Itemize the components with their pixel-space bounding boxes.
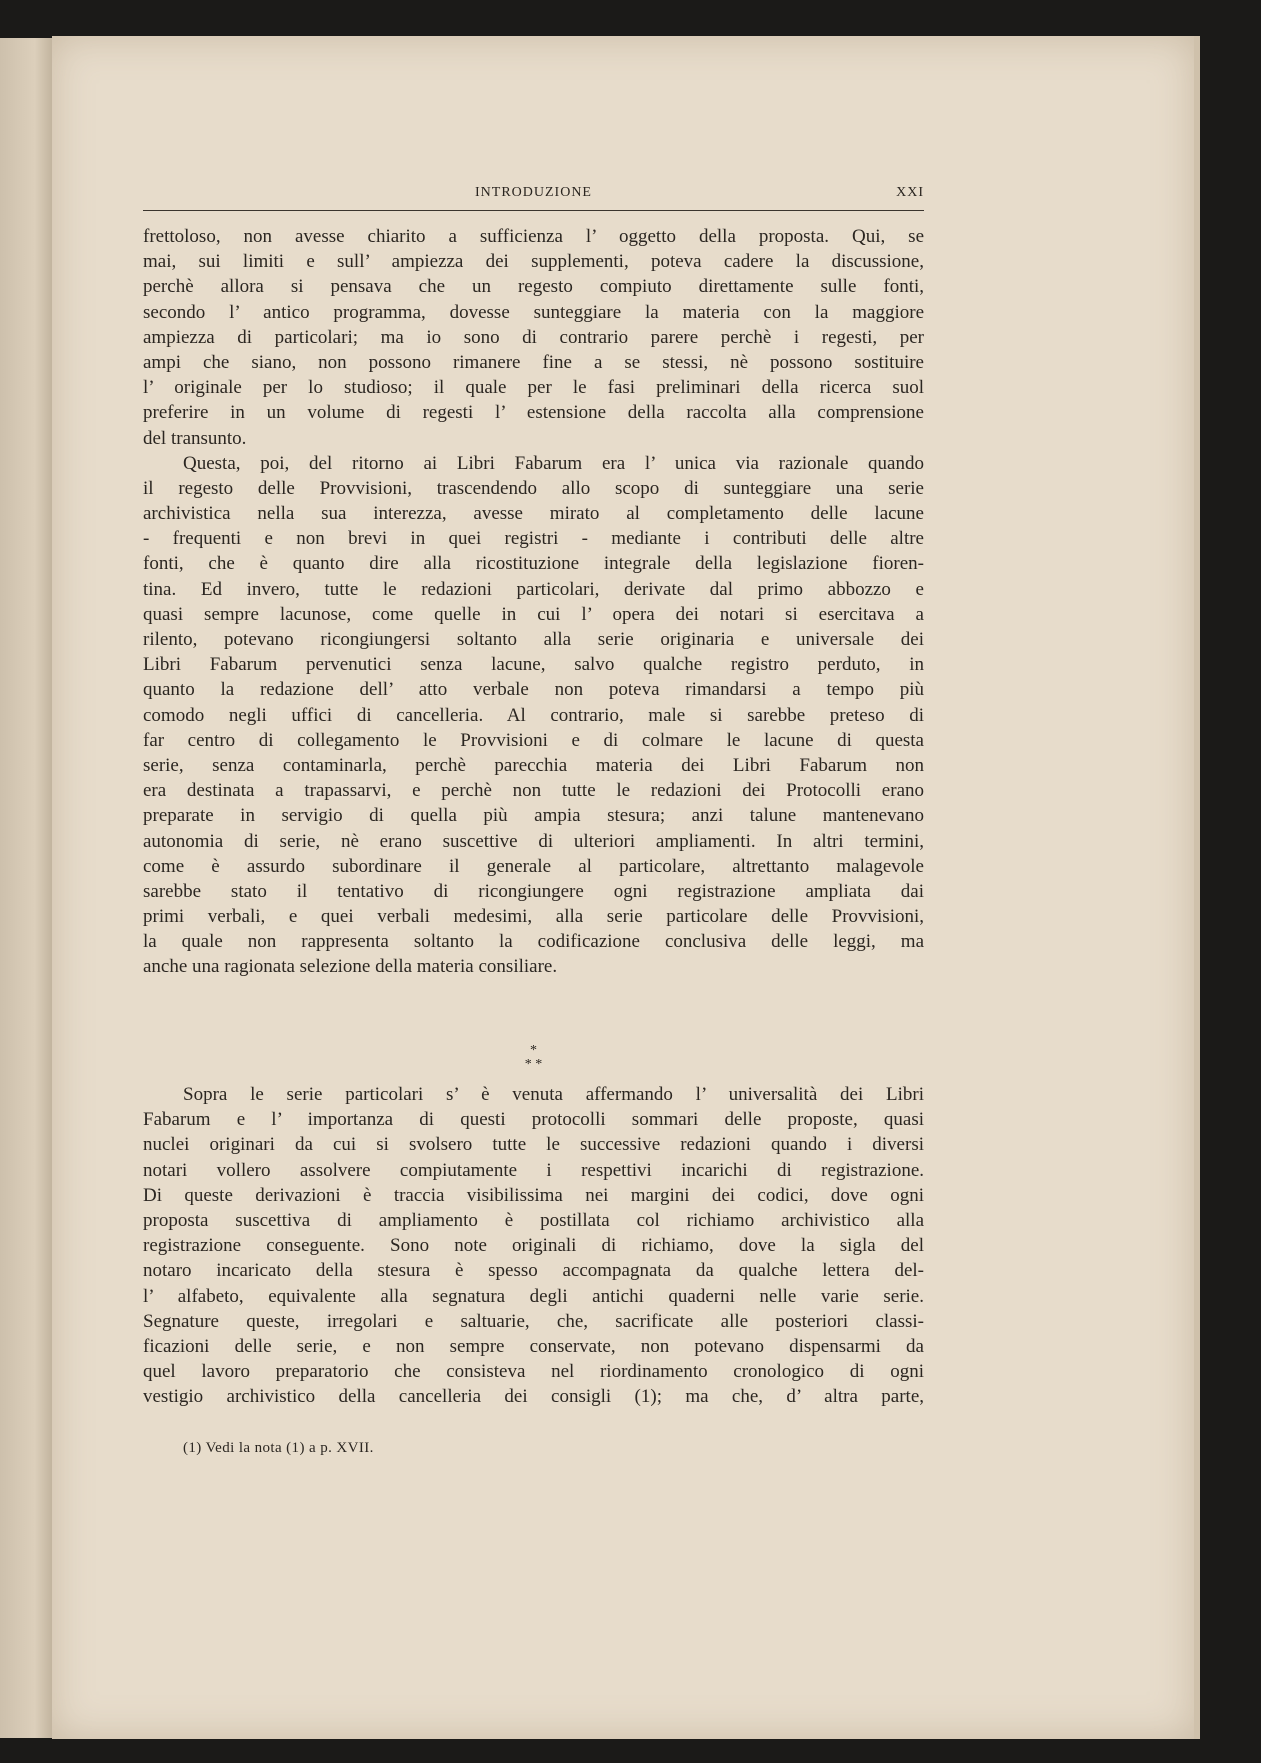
page-number: XXI <box>896 185 924 200</box>
text-line: registrazione conseguente. Sono note originali di richiamo, dove la sigla del <box>143 1235 924 1257</box>
text-line: del transunto. <box>143 427 247 449</box>
text-line: ampi che siano, non possono rimanere fine a se stessi, nè possono sostituire <box>143 351 924 373</box>
text-line: Fabarum e l’ importanza di questi protocolli sommari delle proposte, quasi <box>143 1109 924 1131</box>
text-line: autonomia di serie, nè erano suscettive di ulteriori ampliamenti. In altri termini, <box>143 830 924 852</box>
text-line: quel lavoro preparatorio che consisteva nel riordinamento cronologico di ogni <box>143 1361 924 1383</box>
text-line: fonti, che è quanto dire alla ricostituzione integrale della legislazione fioren- <box>143 553 924 575</box>
section-divider-star: * <box>530 1043 537 1058</box>
text-line: Sopra le serie particolari s’ è venuta affermando l’ universalità dei Libri <box>183 1084 924 1105</box>
left-page-edge <box>0 38 59 1738</box>
text-line: quasi sempre lacunose, come quelle in cui l’ opera dei notari si esercitava a <box>143 603 924 625</box>
text-line: far centro di collegamento le Provvisioni e di colmare le lacune di questa <box>143 729 924 751</box>
text-line: perchè allora si pensava che un regesto compiuto direttamente sulle fonti, <box>143 276 924 298</box>
text-line: serie, senza contaminarla, perchè parecchia materia dei Libri Fabarum non <box>143 754 924 776</box>
text-line: Segnature queste, irregolari e saltuarie, che, sacrificate alle posteriori classi- <box>143 1310 924 1332</box>
text-line: comodo negli uffici di cancelleria. Al contrario, male si sarebbe preteso di <box>143 704 924 726</box>
text-line: ampiezza di particolari; ma io sono di contrario parere perchè i regesti, per <box>143 326 924 348</box>
text-line: era destinata a trapassarvi, e perchè non tutte le redazioni dei Protocolli erano <box>143 780 924 802</box>
text-line: preparate in servigio di quella più ampia stesura; anzi talune mantenevano <box>143 805 924 827</box>
text-line: preferire in un volume di regesti l’ estensione della raccolta alla comprensione <box>143 402 924 424</box>
text-line: Di queste derivazioni è traccia visibilissima nei margini dei codici, dove ogni <box>143 1184 924 1206</box>
text-line: Questa, poi, del ritorno ai Libri Fabarum era l’ unica via razionale quando <box>183 452 924 474</box>
running-head-title: INTRODUZIONE <box>475 185 592 200</box>
text-line: la quale non rappresenta soltanto la codificazione conclusiva delle leggi, ma <box>143 931 924 953</box>
text-line: archivistica nella sua interezza, avesse mirato al completamento delle lacune <box>143 503 924 525</box>
text-line: l’ originale per lo studioso; il quale per le fasi preliminari della ricerca suol <box>143 377 924 399</box>
text-line: frettoloso, non avesse chiarito a sufficienza l’ oggetto della proposta. Qui, se <box>143 226 924 247</box>
text-line: l’ alfabeto, equivalente alla segnatura degli antichi quaderni nelle varie serie. <box>143 1285 924 1307</box>
text-line: sarebbe stato il tentativo di ricongiungere ogni registrazione ampliata dai <box>143 880 924 902</box>
running-head <box>143 176 924 211</box>
text-line: primi verbali, e quei verbali medesimi, alla serie particolare delle Provvisioni, <box>143 906 924 928</box>
section-divider-stars: * * <box>524 1057 543 1072</box>
text-line: secondo l’ antico programma, dovesse sunteggiare la materia con la maggiore <box>143 301 924 323</box>
text-line: come è assurdo subordinare il generale al particolare, altrettanto malagevole <box>143 855 924 877</box>
text-line: proposta suscettiva di ampliamento è postillata col richiamo archivistico alla <box>143 1209 924 1231</box>
text-line: mai, sui limiti e sull’ ampiezza dei supplementi, poteva cadere la discussione, <box>143 251 924 273</box>
text-line: notaro incaricato della stesura è spesso accompagnata da qualche lettera del- <box>143 1260 924 1282</box>
text-line: rilento, potevano ricongiungersi soltanto alla serie originaria e universale dei <box>143 629 924 650</box>
text-line: nuclei originari da cui si svolsero tutte le successive redazioni quando i diversi <box>143 1134 924 1156</box>
text-line: ficazioni delle serie, e non sempre conservate, non potevano dispensarmi da <box>143 1335 924 1357</box>
text-line: vestigio archivistico della cancelleria dei consigli (1); ma che, d’ altra parte, <box>143 1386 924 1408</box>
text-line: notari vollero assolvere compiutamente i respettivi incarichi di registrazione. <box>143 1159 924 1181</box>
main-text-block <box>143 224 924 980</box>
text-line: anche una ragionata selezione della materia consiliare. <box>143 956 558 978</box>
text-line: tina. Ed invero, tutte le redazioni particolari, derivate dal primo abbozzo e <box>143 578 924 600</box>
text-line: quanto la redazione dell’ atto verbale non poteva rimandarsi a tempo più <box>143 679 924 701</box>
text-line: - frequenti e non brevi in quei registri - mediante i contributi delle altre <box>143 528 924 550</box>
text-line: il regesto delle Provvisioni, trascendendo allo scopo di sunteggiare una serie <box>143 477 924 499</box>
footnote: (1) Vedi la nota (1) a p. XVII. <box>183 1440 374 1456</box>
second-text-block <box>143 1082 924 1409</box>
text-line: Libri Fabarum pervenutici senza lacune, salvo qualche registro perduto, in <box>143 654 924 676</box>
